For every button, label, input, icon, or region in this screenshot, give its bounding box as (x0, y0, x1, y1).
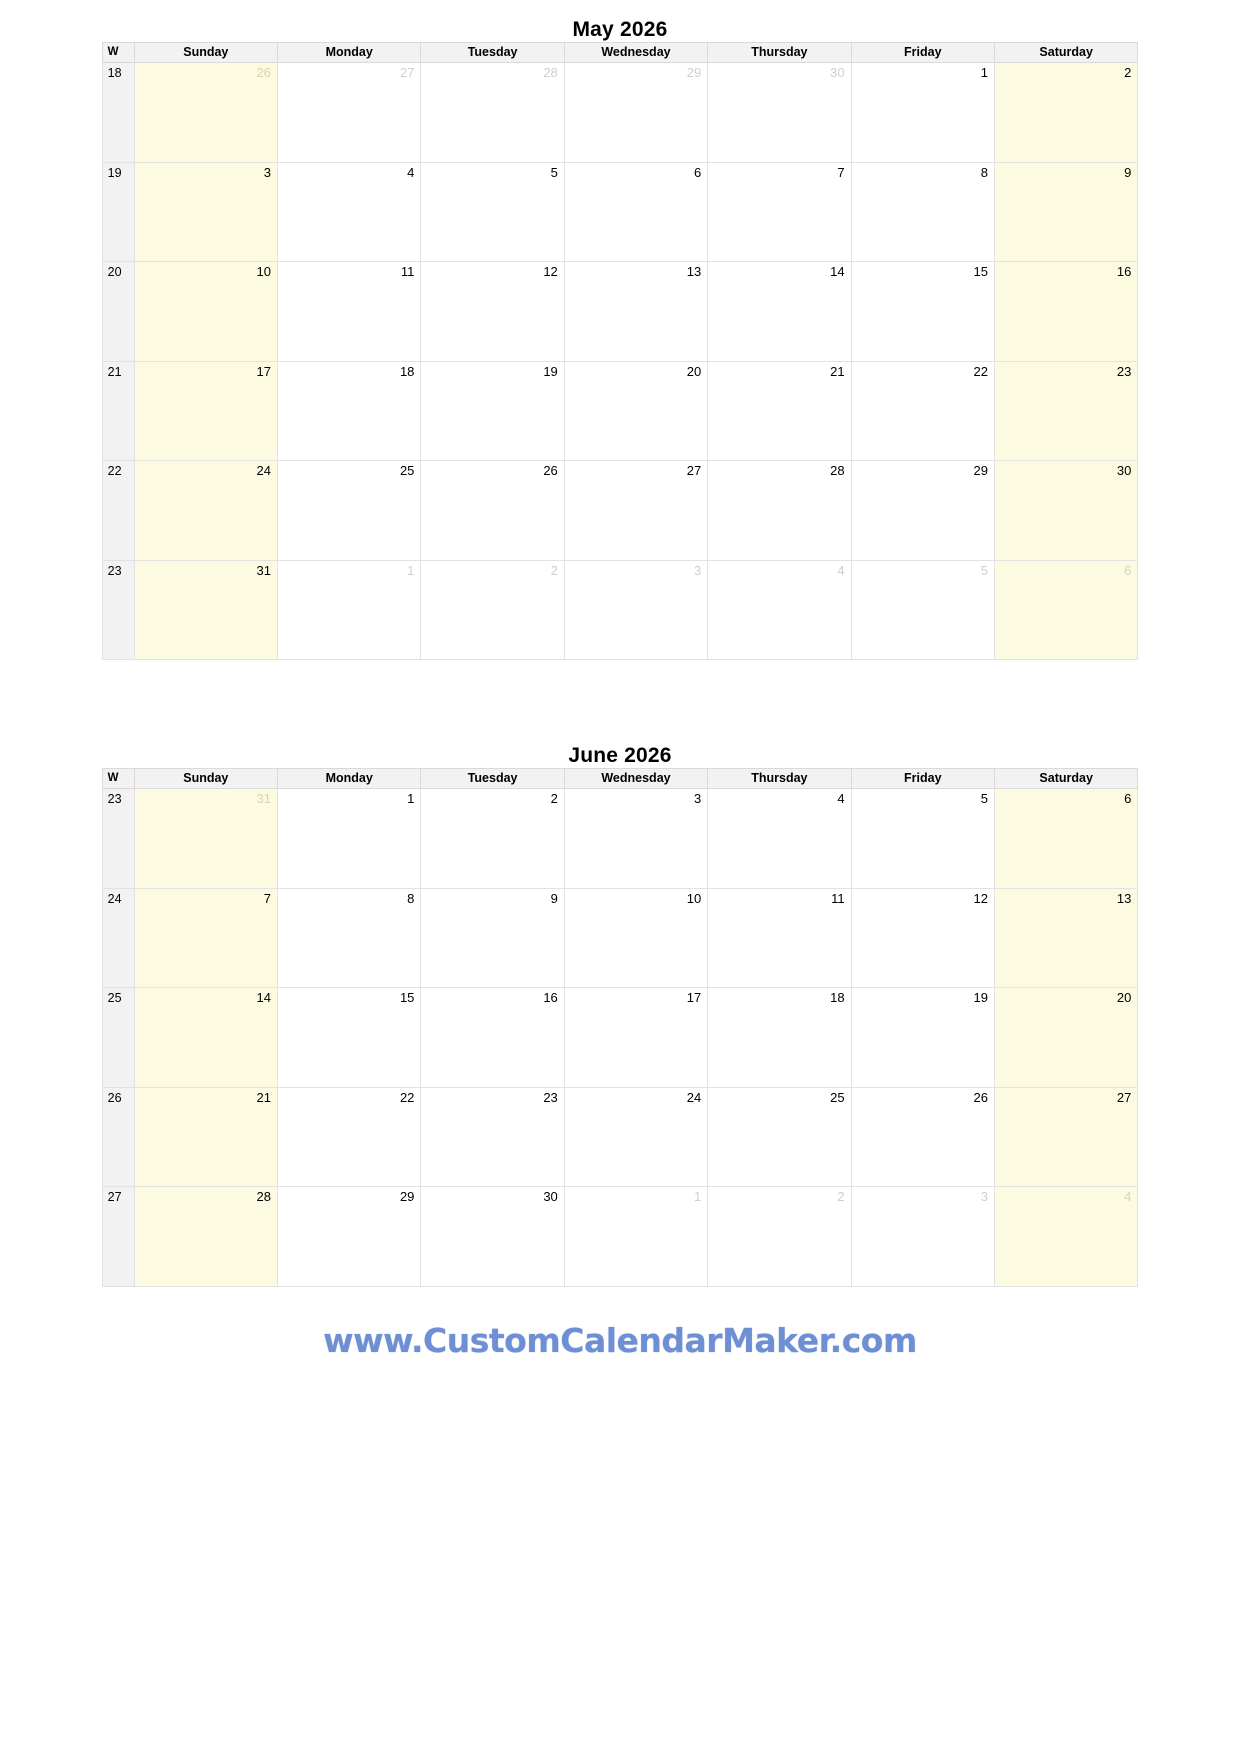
calendar-grid-may (102, 42, 1139, 660)
week-row (102, 1187, 1138, 1287)
week-column-header: W (102, 43, 134, 63)
day-number: 23 (543, 1089, 558, 1105)
weekday-header-monday: Monday (278, 769, 421, 789)
weekday-header-wednesday: Wednesday (564, 43, 707, 63)
day-cell[interactable] (851, 262, 994, 362)
day-cell[interactable] (564, 560, 707, 660)
day-number: 1 (980, 65, 988, 80)
day-cell[interactable] (278, 888, 421, 988)
day-cell[interactable] (708, 162, 851, 262)
day-number: 11 (400, 264, 415, 279)
day-number: 27 (399, 65, 415, 80)
day-cell[interactable] (134, 361, 277, 461)
day-number: 28 (543, 65, 558, 80)
day-number: 2 (550, 791, 558, 806)
day-number: 5 (980, 791, 988, 806)
weekday-header-saturday: Saturday (994, 43, 1137, 63)
weekday-header-saturday: Saturday (994, 769, 1137, 789)
day-number: 27 (686, 463, 702, 478)
day-number: 16 (1116, 264, 1132, 279)
day-number: 30 (830, 65, 845, 80)
day-number: 22 (973, 363, 988, 379)
calendar-body-june (102, 789, 1138, 1287)
day-number: 21 (256, 1089, 272, 1105)
day-number: 8 (980, 164, 988, 180)
day-cell[interactable] (994, 63, 1137, 163)
day-number: 15 (399, 990, 415, 1005)
footer (0, 1321, 1240, 1360)
week-row (102, 789, 1138, 889)
day-number: 25 (830, 1089, 845, 1105)
day-number: 24 (686, 1089, 702, 1105)
weekday-header-friday: Friday (851, 769, 994, 789)
day-cell[interactable] (278, 262, 421, 362)
day-cell[interactable] (994, 1187, 1137, 1287)
day-number: 1 (407, 791, 415, 806)
day-number: 9 (1124, 164, 1132, 180)
day-cell[interactable] (564, 63, 707, 163)
day-number: 16 (543, 990, 558, 1005)
week-number: 18 (102, 63, 134, 163)
day-cell[interactable] (851, 560, 994, 660)
calendar-header-row (102, 769, 1138, 789)
day-cell[interactable] (994, 461, 1137, 561)
day-number: 24 (256, 463, 272, 478)
day-number: 1 (693, 1189, 702, 1204)
day-number: 30 (543, 1189, 558, 1204)
day-cell[interactable] (994, 1087, 1137, 1187)
day-number: 12 (543, 264, 558, 279)
day-number: 18 (830, 990, 845, 1005)
day-cell[interactable] (564, 461, 707, 561)
day-number: 19 (973, 990, 988, 1005)
day-number: 3 (693, 562, 702, 578)
day-number: 14 (830, 264, 845, 279)
weekday-header-thursday: Thursday (708, 769, 851, 789)
day-number: 31 (256, 791, 272, 806)
day-number: 14 (256, 990, 272, 1005)
day-number: 8 (407, 890, 415, 906)
day-number: 20 (1116, 990, 1132, 1005)
day-number: 15 (973, 264, 988, 279)
day-cell[interactable] (564, 1187, 707, 1287)
day-cell[interactable] (708, 461, 851, 561)
day-cell[interactable] (708, 560, 851, 660)
day-cell[interactable] (278, 63, 421, 163)
month-title: May 2026 (572, 18, 668, 41)
day-cell[interactable] (421, 461, 564, 561)
week-column-header: W (102, 769, 134, 789)
day-cell[interactable] (134, 560, 277, 660)
day-cell[interactable] (134, 988, 277, 1088)
day-cell[interactable] (421, 1087, 564, 1187)
day-number: 5 (550, 164, 558, 180)
day-cell[interactable] (278, 361, 421, 461)
day-cell[interactable] (564, 888, 707, 988)
week-number: 22 (102, 461, 134, 561)
day-number: 30 (1116, 463, 1132, 478)
day-cell[interactable] (421, 888, 564, 988)
day-number: 11 (831, 890, 845, 906)
day-number: 1 (407, 562, 415, 578)
day-cell[interactable] (564, 361, 707, 461)
weekday-header-monday: Monday (278, 43, 421, 63)
day-cell[interactable] (994, 361, 1137, 461)
day-number: 26 (543, 463, 558, 478)
day-cell[interactable] (421, 988, 564, 1088)
week-row (102, 988, 1138, 1088)
day-cell[interactable] (278, 988, 421, 1088)
month-spacer (0, 660, 1240, 744)
day-number: 3 (263, 164, 272, 180)
day-cell[interactable] (708, 63, 851, 163)
day-number: 10 (686, 890, 702, 906)
calendar-grid-june (102, 768, 1139, 1287)
day-cell[interactable] (278, 461, 421, 561)
day-number: 10 (256, 264, 272, 279)
day-number: 31 (256, 562, 272, 578)
day-number: 13 (1116, 890, 1132, 906)
week-row (102, 560, 1138, 660)
day-number: 21 (830, 363, 845, 379)
day-cell[interactable] (851, 63, 994, 163)
day-cell[interactable] (994, 988, 1137, 1088)
month-title: June 2026 (568, 744, 672, 767)
weekday-header-thursday: Thursday (708, 43, 851, 63)
day-number: 29 (399, 1189, 415, 1204)
day-number: 27 (1116, 1089, 1132, 1105)
day-cell[interactable] (708, 789, 851, 889)
day-number: 6 (693, 164, 702, 180)
week-number: 23 (102, 789, 134, 889)
week-row (102, 888, 1138, 988)
day-cell[interactable] (708, 1187, 851, 1287)
day-cell[interactable] (708, 1087, 851, 1187)
day-cell[interactable] (421, 361, 564, 461)
day-cell[interactable] (708, 361, 851, 461)
day-number: 12 (973, 890, 988, 906)
day-number: 20 (686, 363, 702, 379)
day-number: 17 (256, 363, 272, 379)
day-number: 4 (1124, 1189, 1132, 1204)
day-number: 2 (550, 562, 558, 578)
top-padding (0, 0, 1240, 18)
day-cell[interactable] (278, 1187, 421, 1287)
day-cell[interactable] (851, 461, 994, 561)
week-number: 21 (102, 361, 134, 461)
weekday-header-wednesday: Wednesday (564, 769, 707, 789)
day-number: 5 (980, 562, 988, 578)
day-number: 23 (1116, 363, 1132, 379)
week-number: 27 (102, 1187, 134, 1287)
weekday-header-sunday: Sunday (134, 43, 277, 63)
week-number: 19 (102, 162, 134, 262)
day-number: 29 (973, 463, 988, 478)
day-cell[interactable] (421, 1187, 564, 1287)
day-cell[interactable] (994, 560, 1137, 660)
day-number: 2 (1124, 65, 1132, 80)
day-cell[interactable] (708, 262, 851, 362)
day-cell[interactable] (851, 988, 994, 1088)
day-cell[interactable] (994, 262, 1137, 362)
day-number: 26 (973, 1089, 988, 1105)
day-cell[interactable] (421, 262, 564, 362)
day-cell[interactable] (278, 560, 421, 660)
weekday-header-sunday: Sunday (134, 769, 277, 789)
website-url[interactable]: www.CustomCalendarMaker.com (323, 1320, 917, 1360)
week-row (102, 262, 1138, 362)
day-cell[interactable] (564, 162, 707, 262)
day-number: 29 (686, 65, 702, 80)
day-number: 3 (980, 1189, 988, 1204)
day-cell[interactable] (851, 1087, 994, 1187)
day-cell[interactable] (278, 162, 421, 262)
week-row (102, 1087, 1138, 1187)
day-number: 28 (830, 463, 845, 478)
day-cell[interactable] (564, 789, 707, 889)
day-cell[interactable] (708, 888, 851, 988)
weekday-header-tuesday: Tuesday (421, 43, 564, 63)
week-number: 24 (102, 888, 134, 988)
calendar-body-may (102, 63, 1138, 660)
day-number: 13 (686, 264, 702, 279)
weekday-header-friday: Friday (851, 43, 994, 63)
day-cell[interactable] (564, 988, 707, 1088)
day-number: 19 (543, 363, 558, 379)
weekday-header-tuesday: Tuesday (421, 769, 564, 789)
day-cell[interactable] (851, 888, 994, 988)
day-cell[interactable] (994, 888, 1137, 988)
day-number: 2 (837, 1189, 845, 1204)
day-cell[interactable] (851, 789, 994, 889)
day-cell[interactable] (851, 162, 994, 262)
day-cell[interactable] (851, 361, 994, 461)
day-cell[interactable] (708, 988, 851, 1088)
week-number: 26 (102, 1087, 134, 1187)
week-row (102, 162, 1138, 262)
day-cell[interactable] (994, 789, 1137, 889)
day-cell[interactable] (851, 1187, 994, 1287)
month-block-june (0, 744, 1240, 1287)
day-number: 17 (686, 990, 702, 1005)
day-number: 4 (837, 791, 845, 806)
day-cell[interactable] (134, 789, 277, 889)
day-number: 6 (1124, 791, 1132, 806)
calendar-header-row (102, 43, 1138, 63)
day-number: 7 (263, 890, 272, 906)
week-number: 25 (102, 988, 134, 1088)
day-cell[interactable] (278, 789, 421, 889)
day-number: 28 (256, 1189, 272, 1204)
day-number: 4 (837, 562, 845, 578)
day-cell[interactable] (421, 162, 564, 262)
week-number: 20 (102, 262, 134, 362)
day-cell[interactable] (134, 63, 277, 163)
day-cell[interactable] (134, 888, 277, 988)
week-row (102, 361, 1138, 461)
day-number: 9 (550, 890, 558, 906)
day-number: 3 (693, 791, 702, 806)
day-cell[interactable] (134, 162, 277, 262)
day-cell[interactable] (564, 1087, 707, 1187)
day-number: 25 (399, 463, 415, 478)
month-block-may (0, 18, 1240, 660)
week-row (102, 461, 1138, 561)
day-number: 26 (256, 65, 272, 80)
day-cell[interactable] (421, 63, 564, 163)
day-cell[interactable] (134, 262, 277, 362)
day-number: 6 (1124, 562, 1132, 578)
day-number: 18 (399, 363, 415, 379)
day-cell[interactable] (278, 1087, 421, 1187)
day-cell[interactable] (994, 162, 1137, 262)
day-cell[interactable] (134, 1087, 277, 1187)
day-number: 4 (407, 164, 415, 180)
day-number: 7 (837, 164, 845, 180)
day-cell[interactable] (421, 560, 564, 660)
day-cell[interactable] (134, 1187, 277, 1287)
week-number: 23 (102, 560, 134, 660)
day-cell[interactable] (421, 789, 564, 889)
day-cell[interactable] (564, 262, 707, 362)
day-cell[interactable] (134, 461, 277, 561)
week-row (102, 63, 1138, 163)
day-number: 22 (399, 1089, 415, 1105)
